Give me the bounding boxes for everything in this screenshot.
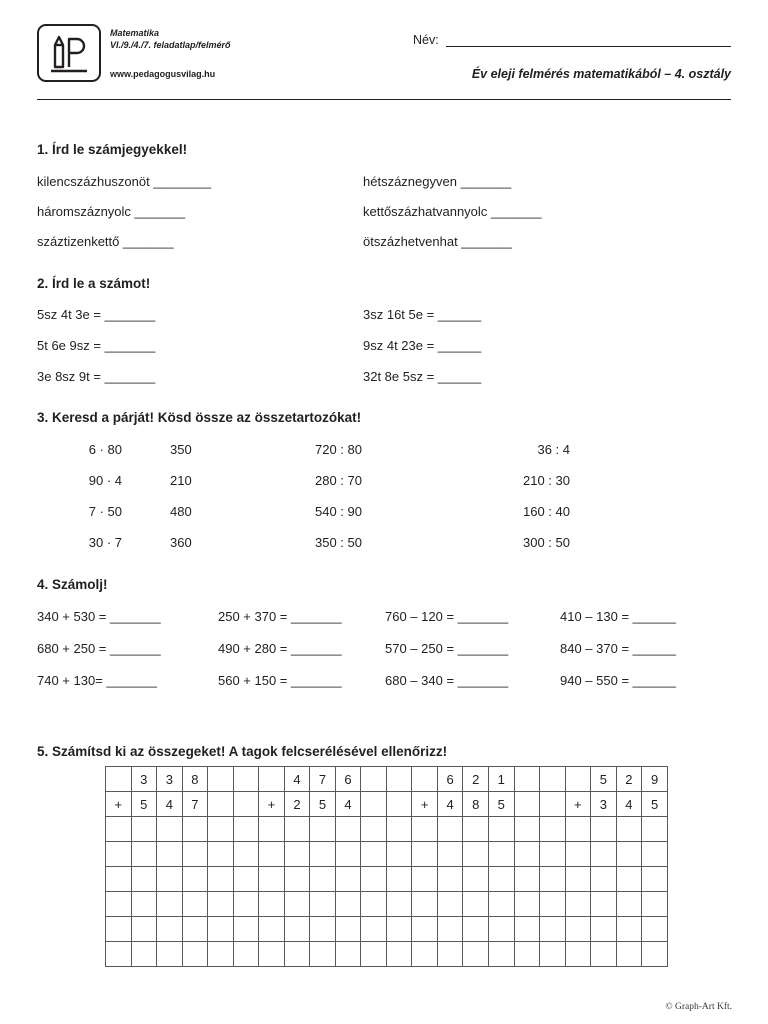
grid-cell xyxy=(361,892,387,917)
grid-cell xyxy=(565,767,591,792)
calc-item: 760 – 120 = _______ xyxy=(385,609,509,624)
grid-cell xyxy=(565,942,591,967)
grid-cell: + xyxy=(259,792,285,817)
grid-row xyxy=(106,942,668,967)
place-value-item: 5t 6e 9sz = _______ xyxy=(37,338,156,353)
grid-cell xyxy=(514,792,540,817)
header-right xyxy=(413,24,731,81)
grid-cell xyxy=(488,817,514,842)
grid-cell xyxy=(386,817,412,842)
grid-cell xyxy=(157,917,183,942)
grid-cell xyxy=(284,867,310,892)
pair-cell: 350 : 50 xyxy=(315,535,362,550)
name-row xyxy=(413,33,731,47)
number-word-item: háromszáznyolc _______ xyxy=(37,204,186,219)
grid-cell xyxy=(131,942,157,967)
section-5-title: 5. Számítsd ki az összegeket! A tagok felcserélésével ellenőrizz! xyxy=(37,744,448,759)
grid-cell xyxy=(182,942,208,967)
grid-cell xyxy=(259,767,285,792)
grid-cell xyxy=(259,942,285,967)
subject-label: Matematika xyxy=(110,28,160,38)
worksheet-content xyxy=(0,142,768,967)
name-blank-line xyxy=(446,34,731,47)
grid-cell xyxy=(488,842,514,867)
grid-cell xyxy=(131,892,157,917)
grid-cell xyxy=(540,892,566,917)
addition-grid xyxy=(105,766,668,967)
grid-cell xyxy=(412,942,438,967)
pair-cell: 480 xyxy=(170,504,192,519)
pair-cell: 360 xyxy=(170,535,192,550)
pair-cell: 30 · 7 xyxy=(88,535,122,550)
pair-cell: 160 : 40 xyxy=(523,504,570,519)
grid-cell: 4 xyxy=(616,792,642,817)
grid-cell xyxy=(565,917,591,942)
grid-row xyxy=(106,867,668,892)
number-word-item: kilencszázhuszonöt ________ xyxy=(37,174,212,189)
grid-cell xyxy=(616,867,642,892)
grid-cell xyxy=(565,817,591,842)
grid-cell xyxy=(591,842,617,867)
grid-cell xyxy=(259,842,285,867)
grid-cell: 7 xyxy=(310,767,336,792)
grid-cell xyxy=(361,942,387,967)
grid-cell xyxy=(208,767,234,792)
place-value-item: 9sz 4t 23e = ______ xyxy=(363,338,482,353)
grid-cell xyxy=(540,867,566,892)
grid-cell xyxy=(540,817,566,842)
grid-cell xyxy=(437,942,463,967)
grid-cell: + xyxy=(412,792,438,817)
grid-cell xyxy=(488,917,514,942)
grid-cell xyxy=(182,917,208,942)
grid-cell xyxy=(642,842,668,867)
grid-cell xyxy=(157,842,183,867)
grid-cell xyxy=(412,867,438,892)
grid-cell xyxy=(106,942,132,967)
grid-cell xyxy=(259,867,285,892)
grid-cell: + xyxy=(106,792,132,817)
grid-cell xyxy=(386,942,412,967)
pair-cell: 350 xyxy=(170,442,192,457)
grid-cell xyxy=(412,767,438,792)
grid-cell xyxy=(412,892,438,917)
pair-cell: 6 · 80 xyxy=(88,442,122,457)
grid-cell xyxy=(208,917,234,942)
grid-cell xyxy=(437,892,463,917)
grid-cell xyxy=(157,892,183,917)
grid-cell xyxy=(233,842,259,867)
grid-cell xyxy=(463,817,489,842)
pair-cell: 720 : 80 xyxy=(315,442,362,457)
grid-cell xyxy=(131,917,157,942)
calc-item: 410 – 130 = ______ xyxy=(560,609,677,624)
grid-cell xyxy=(514,917,540,942)
grid-cell xyxy=(540,917,566,942)
pencil-logo-icon xyxy=(47,33,91,73)
grid-cell xyxy=(540,942,566,967)
grid-cell xyxy=(208,842,234,867)
section-4-exercises xyxy=(37,609,731,689)
section-2-items xyxy=(37,307,731,385)
grid-cell xyxy=(259,892,285,917)
grid-row xyxy=(106,917,668,942)
number-word-item: száztizenkettő _______ xyxy=(37,234,174,249)
grid-cell xyxy=(106,892,132,917)
grid-cell xyxy=(437,817,463,842)
grid-cell xyxy=(514,767,540,792)
grid-cell xyxy=(412,817,438,842)
grid-cell xyxy=(361,817,387,842)
place-value-item: 32t 8e 5sz = ______ xyxy=(363,369,482,384)
number-word-item: kettőszázhatvannyolc _______ xyxy=(363,204,542,219)
calc-item: 680 – 340 = _______ xyxy=(385,673,509,688)
grid-cell: 5 xyxy=(591,767,617,792)
grid-cell xyxy=(335,892,361,917)
grid-cell xyxy=(616,892,642,917)
grid-cell: + xyxy=(565,792,591,817)
pair-cell: 36 : 4 xyxy=(537,442,570,457)
grid-cell xyxy=(233,892,259,917)
grid-cell: 3 xyxy=(157,767,183,792)
grid-cell xyxy=(591,867,617,892)
sheet-id: VI./9./4./7. feladatlap/felmérő xyxy=(110,40,231,51)
copyright-notice: © Graph-Art Kft. xyxy=(665,1002,732,1012)
grid-cell xyxy=(284,817,310,842)
grid-cell xyxy=(591,942,617,967)
grid-cell xyxy=(540,792,566,817)
grid-cell xyxy=(565,867,591,892)
place-value-item: 3sz 16t 5e = ______ xyxy=(363,307,482,322)
grid-cell xyxy=(514,942,540,967)
grid-cell: 1 xyxy=(488,767,514,792)
grid-cell xyxy=(131,817,157,842)
section-1-items xyxy=(37,174,731,250)
grid-cell xyxy=(335,942,361,967)
grid-cell xyxy=(310,892,336,917)
grid-cell xyxy=(106,867,132,892)
grid-cell xyxy=(463,842,489,867)
grid-row xyxy=(106,792,668,817)
grid-cell xyxy=(284,842,310,867)
publisher-info xyxy=(110,24,231,80)
grid-cell: 8 xyxy=(182,767,208,792)
pair-cell: 210 : 30 xyxy=(523,473,570,488)
grid-cell xyxy=(182,842,208,867)
grid-cell xyxy=(310,942,336,967)
pair-cell: 210 xyxy=(170,473,192,488)
pair-cell: 280 : 70 xyxy=(315,473,362,488)
grid-cell xyxy=(208,892,234,917)
grid-cell xyxy=(463,917,489,942)
grid-cell xyxy=(131,867,157,892)
place-value-item: 5sz 4t 3e = _______ xyxy=(37,307,156,322)
grid-row xyxy=(106,817,668,842)
number-word-item: hétszáznegyven _______ xyxy=(363,174,512,189)
grid-cell: 9 xyxy=(642,767,668,792)
grid-cell xyxy=(310,867,336,892)
grid-cell: 2 xyxy=(616,767,642,792)
calc-item: 680 + 250 = _______ xyxy=(37,641,161,656)
grid-cell xyxy=(131,842,157,867)
grid-cell xyxy=(437,842,463,867)
grid-cell xyxy=(157,942,183,967)
grid-cell xyxy=(540,842,566,867)
grid-cell xyxy=(208,867,234,892)
website-text: www.pedagogusvilag.hu xyxy=(110,69,216,80)
grid-cell xyxy=(208,942,234,967)
grid-cell: 3 xyxy=(591,792,617,817)
header xyxy=(0,0,768,82)
grid-cell xyxy=(310,842,336,867)
pedagogusvilag-logo xyxy=(37,24,101,82)
grid-cell xyxy=(514,867,540,892)
grid-row xyxy=(106,892,668,917)
section-4-title: 4. Számolj! xyxy=(37,577,108,592)
grid-cell xyxy=(565,842,591,867)
grid-cell: 2 xyxy=(284,792,310,817)
grid-cell xyxy=(591,817,617,842)
number-word-item: ötszázhetvenhat _______ xyxy=(363,234,512,249)
grid-cell xyxy=(182,892,208,917)
grid-cell xyxy=(284,917,310,942)
grid-cell: 4 xyxy=(335,792,361,817)
grid-cell xyxy=(284,942,310,967)
grid-cell: 4 xyxy=(157,792,183,817)
grid-cell xyxy=(361,842,387,867)
grid-cell xyxy=(361,767,387,792)
grid-cell: 6 xyxy=(437,767,463,792)
grid-cell xyxy=(106,767,132,792)
grid-cell xyxy=(642,942,668,967)
grid-cell xyxy=(488,892,514,917)
grid-cell xyxy=(616,942,642,967)
grid-cell xyxy=(335,917,361,942)
grid-cell xyxy=(182,867,208,892)
pair-cell: 540 : 90 xyxy=(315,504,362,519)
grid-cell xyxy=(335,867,361,892)
grid-cell xyxy=(616,817,642,842)
grid-cell xyxy=(284,892,310,917)
grid-cell: 7 xyxy=(182,792,208,817)
grid-cell xyxy=(361,792,387,817)
grid-cell xyxy=(208,817,234,842)
grid-cell xyxy=(106,842,132,867)
grid-cell xyxy=(233,792,259,817)
section-1-title: 1. Írd le számjegyekkel! xyxy=(37,142,188,157)
grid-cell xyxy=(642,892,668,917)
grid-cell: 2 xyxy=(463,767,489,792)
grid-cell xyxy=(616,917,642,942)
grid-cell xyxy=(437,867,463,892)
grid-cell xyxy=(182,817,208,842)
grid-cell xyxy=(233,942,259,967)
grid-cell xyxy=(386,917,412,942)
grid-cell xyxy=(233,817,259,842)
grid-cell xyxy=(412,842,438,867)
grid-cell xyxy=(642,817,668,842)
section-3-title: 3. Keresd a párját! Kösd össze az összetartozókat! xyxy=(37,410,362,425)
grid-cell xyxy=(386,867,412,892)
grid-cell xyxy=(335,842,361,867)
grid-cell: 8 xyxy=(463,792,489,817)
grid-cell: 6 xyxy=(335,767,361,792)
calc-item: 560 + 150 = _______ xyxy=(218,673,342,688)
grid-cell xyxy=(310,817,336,842)
grid-cell xyxy=(616,842,642,867)
calc-item: 570 – 250 = _______ xyxy=(385,641,509,656)
place-value-item: 3e 8sz 9t = _______ xyxy=(37,369,156,384)
calc-item: 490 + 280 = _______ xyxy=(218,641,342,656)
grid-cell xyxy=(514,892,540,917)
grid-cell xyxy=(361,917,387,942)
grid-cell xyxy=(565,892,591,917)
grid-cell: 5 xyxy=(488,792,514,817)
grid-cell xyxy=(386,792,412,817)
calc-item: 250 + 370 = _______ xyxy=(218,609,342,624)
grid-cell xyxy=(437,917,463,942)
calc-item: 840 – 370 = ______ xyxy=(560,641,677,656)
grid-cell xyxy=(540,767,566,792)
grid-cell: 4 xyxy=(284,767,310,792)
grid-cell xyxy=(386,842,412,867)
grid-cell: 4 xyxy=(437,792,463,817)
pair-cell: 7 · 50 xyxy=(88,504,122,519)
grid-cell xyxy=(259,817,285,842)
grid-cell xyxy=(208,792,234,817)
exam-title: Év eleji felmérés matematikából – 4. osztály xyxy=(471,67,731,81)
grid-cell xyxy=(642,917,668,942)
grid-cell xyxy=(488,942,514,967)
calc-item: 940 – 550 = ______ xyxy=(560,673,677,688)
grid-cell xyxy=(335,817,361,842)
section-3-matching xyxy=(37,442,731,551)
calc-item: 340 + 530 = _______ xyxy=(37,609,161,624)
grid-cell xyxy=(157,867,183,892)
header-divider xyxy=(37,99,731,100)
grid-cell xyxy=(233,767,259,792)
grid-row xyxy=(106,767,668,792)
grid-cell xyxy=(412,917,438,942)
grid-cell xyxy=(361,867,387,892)
grid-row xyxy=(106,842,668,867)
grid-cell xyxy=(157,817,183,842)
grid-cell: 5 xyxy=(131,792,157,817)
grid-cell xyxy=(106,917,132,942)
grid-cell: 5 xyxy=(310,792,336,817)
grid-cell xyxy=(591,892,617,917)
calc-item: 740 + 130= _______ xyxy=(37,673,158,688)
grid-cell xyxy=(463,867,489,892)
pair-cell: 90 · 4 xyxy=(88,473,122,488)
grid-cell xyxy=(463,942,489,967)
grid-cell xyxy=(386,892,412,917)
name-label: Név: xyxy=(413,33,439,47)
grid-cell: 5 xyxy=(642,792,668,817)
grid-cell xyxy=(514,842,540,867)
grid-cell xyxy=(591,917,617,942)
grid-cell xyxy=(259,917,285,942)
grid-cell xyxy=(233,867,259,892)
section-2-title: 2. Írd le a számot! xyxy=(37,276,151,291)
grid-cell xyxy=(463,892,489,917)
grid-cell: 3 xyxy=(131,767,157,792)
pair-cell: 300 : 50 xyxy=(523,535,570,550)
grid-cell xyxy=(514,817,540,842)
grid-cell xyxy=(310,917,336,942)
grid-cell xyxy=(386,767,412,792)
grid-cell xyxy=(106,817,132,842)
grid-cell xyxy=(642,867,668,892)
grid-cell xyxy=(488,867,514,892)
grid-cell xyxy=(233,917,259,942)
